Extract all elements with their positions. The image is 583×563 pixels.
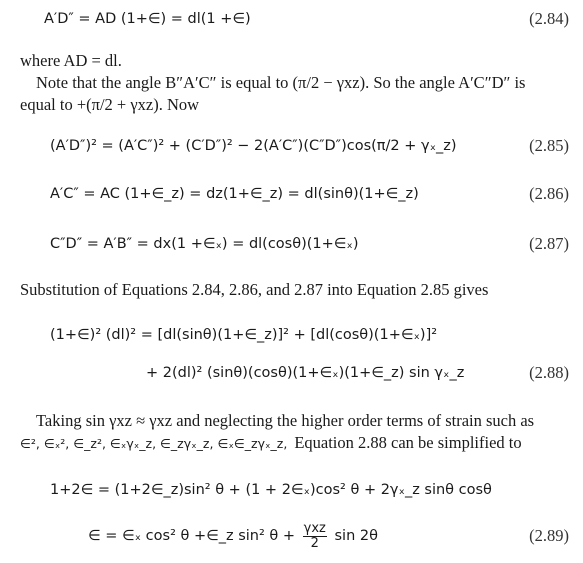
equation-expression: + 2(dl)² (sinθ)(cosθ)(1+∈ₓ)(1+∈_z) sin γₓ_z xyxy=(146,365,465,381)
equation-tail: sin 2θ xyxy=(334,528,378,544)
equation-number: (2.85) xyxy=(529,136,569,155)
equation-2-88-line2 xyxy=(0,360,583,386)
equation-number: (2.84) xyxy=(529,9,569,28)
substitution-paragraph: Substitution of Equations 2.84, 2.86, and 2.87 into Equation 2.85 gives xyxy=(20,280,489,299)
strain-terms-line xyxy=(20,433,565,453)
equation-number: (2.88) xyxy=(529,363,569,382)
equation-expression: 1+2∈ = (1+2∈_z)sin² θ + (1 + 2∈ₓ)cos² θ + 2γₓ_z sinθ cosθ xyxy=(50,482,492,498)
equation-2-88-line1 xyxy=(0,322,583,348)
simplified-text: Equation 2.88 can be simplified to xyxy=(294,433,522,452)
equation-number: (2.86) xyxy=(529,184,569,203)
equation-2-89-line2 xyxy=(0,520,583,552)
equation-lhs: ∈ = ∈ₓ cos² θ +∈_z sin² θ + xyxy=(88,528,296,544)
strain-terms: ∈², ∈ₓ², ∈_z², ∈ₓγₓ_z, ∈_zγₓ_z, ∈ₓ∈_zγₓ_z, xyxy=(20,436,288,451)
equation-2-85 xyxy=(0,133,583,159)
note-paragraph: Note that the angle B″A′C″ is equal to (π/2 − γxz). So the angle A′C″D″ is equal to +(π/2 + γxz). Now xyxy=(20,73,526,114)
equation-2-86 xyxy=(0,181,583,207)
equation-2-84 xyxy=(0,6,583,32)
fraction-denominator: 2 xyxy=(310,535,319,551)
equation-expression: (1+∈)² (dl)² = [dl(sinθ)(1+∈_z)]² + [dl(cosθ)(1+∈ₓ)]² xyxy=(50,327,438,343)
equation-expression: A′C″ = AC (1+∈_z) = dz(1+∈_z) = dl(sinθ)(1+∈_z) xyxy=(50,186,419,202)
taking-paragraph: Taking sin γxz ≈ γxz and neglecting the higher order terms of strain such as xyxy=(36,411,535,430)
equation-expression: C″D″ = A′B″ = dx(1 +∈ₓ) = dl(cosθ)(1+∈ₓ) xyxy=(50,236,359,252)
equation-expression xyxy=(88,520,378,552)
equation-2-89-line1 xyxy=(0,477,583,503)
equation-expression: A′D″ = AD (1+∈) = dl(1 +∈) xyxy=(44,11,251,27)
equation-2-87 xyxy=(0,231,583,257)
equation-expression: (A′D″)² = (A′C″)² + (C′D″)² − 2(A′C″)(C″D″)cos(π/2 + γₓ_z) xyxy=(50,138,457,154)
fraction-numerator: γxz xyxy=(303,520,326,536)
where-line: where AD = dl. xyxy=(20,51,122,70)
fraction xyxy=(303,522,327,551)
equation-number: (2.87) xyxy=(529,234,569,253)
equation-number: (2.89) xyxy=(529,526,569,545)
